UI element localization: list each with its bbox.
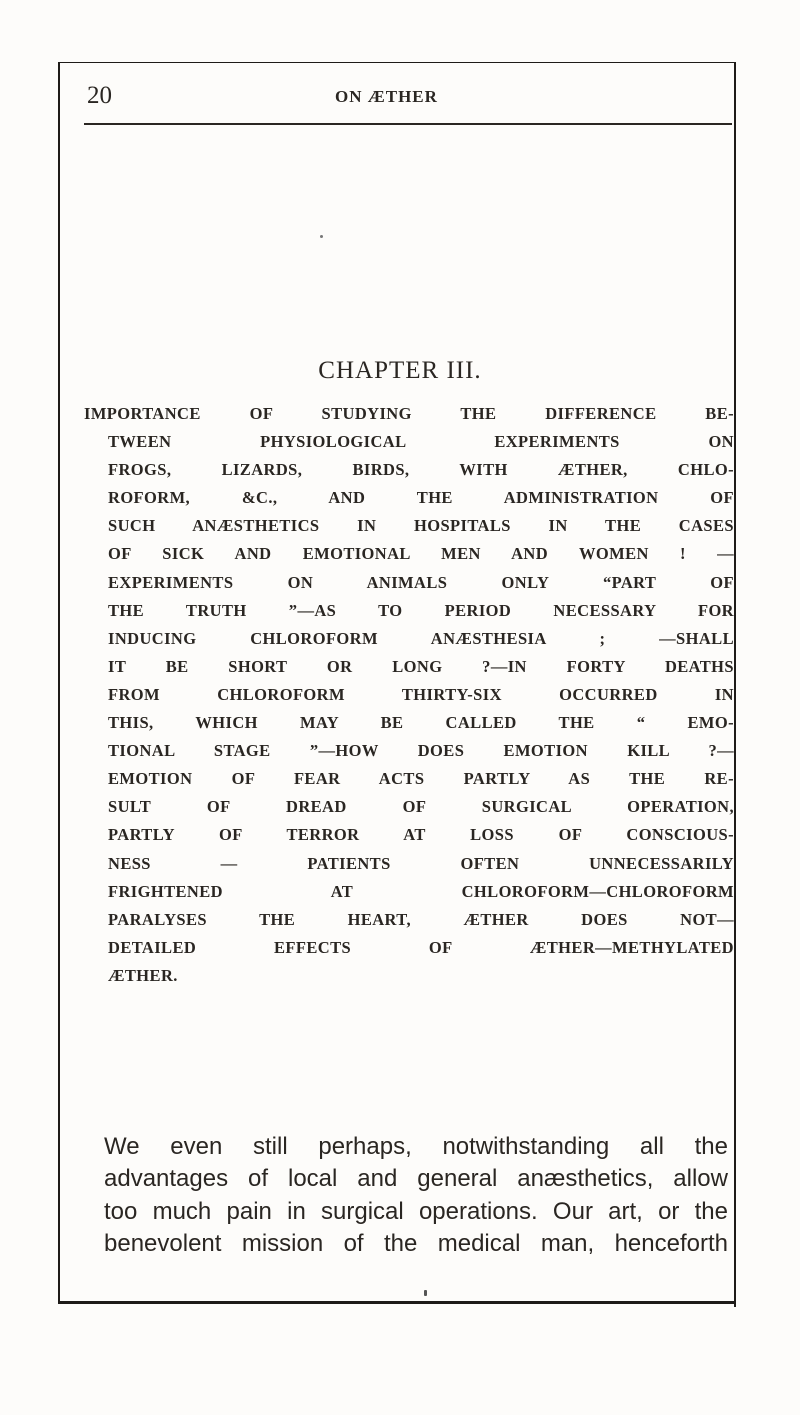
summary-line: THIS, WHICH MAY BE CALLED THE “ EMO- [108,713,734,733]
summary-line: IT BE SHORT OR LONG ?—IN FORTY DEATHS [108,656,734,676]
running-head: ON ÆTHER [335,87,438,106]
body-paragraph [104,1131,728,1261]
summary-line: ÆTHER. [108,965,178,985]
summary-line: OF SICK AND EMOTIONAL MEN AND WOMEN ! — [108,544,734,564]
page-edge-left [58,62,60,1302]
chapter-summary [84,400,734,990]
summary-line: TIONAL STAGE ”—HOW DOES EMOTION KILL ?— [108,741,734,761]
summary-line: FRIGHTENED AT CHLOROFORM—CHLOROFORM [108,881,734,901]
header-rule [84,123,732,125]
page-edge-top [58,62,736,63]
summary-line: INDUCING CHLOROFORM ANÆSTHESIA ; —SHALL [108,628,734,648]
page-edge-right [734,62,736,1307]
summary-line: SUCH ANÆSTHETICS IN HOSPITALS IN THE CASES [108,516,734,536]
summary-line: PARTLY OF TERROR AT LOSS OF CONSCIOUS- [108,825,734,845]
page-edge-bottom [58,1301,736,1304]
summary-line: EMOTION OF FEAR ACTS PARTLY AS THE RE- [108,769,734,789]
body-line: advantages of local and general anæsthetics, allow [104,1165,728,1193]
chapter-title: CHAPTER III. [318,357,482,384]
summary-line: SULT OF DREAD OF SURGICAL OPERATION, [108,797,734,817]
page-number: 20 [87,82,112,109]
summary-line: IMPORTANCE OF STUDYING THE DIFFERENCE BE- [84,404,734,423]
summary-line: ROFORM, &C., AND THE ADMINISTRATION OF [108,488,734,508]
paper-speck [320,235,323,238]
signature-mark [424,1290,427,1296]
body-line: We even still perhaps, notwithstanding all the [104,1133,728,1160]
summary-line: PARALYSES THE HEART, ÆTHER DOES NOT— [108,909,734,929]
summary-line: FROM CHLOROFORM THIRTY-SIX OCCURRED IN [108,684,734,704]
summary-line: EXPERIMENTS ON ANIMALS ONLY “PART OF [108,572,734,592]
summary-line: TWEEN PHYSIOLOGICAL EXPERIMENTS ON [108,432,734,452]
body-line: too much pain in surgical operations. Our art, or the [104,1197,728,1225]
summary-line: DETAILED EFFECTS OF ÆTHER—METHYLATED [108,937,734,957]
body-line: benevolent mission of the medical man, henceforth [104,1230,728,1258]
summary-line: THE TRUTH ”—AS TO PERIOD NECESSARY FOR [108,600,734,620]
summary-line: FROGS, LIZARDS, BIRDS, WITH ÆTHER, CHLO- [108,460,734,480]
summary-line: NESS — PATIENTS OFTEN UNNECESSARILY [108,853,734,873]
